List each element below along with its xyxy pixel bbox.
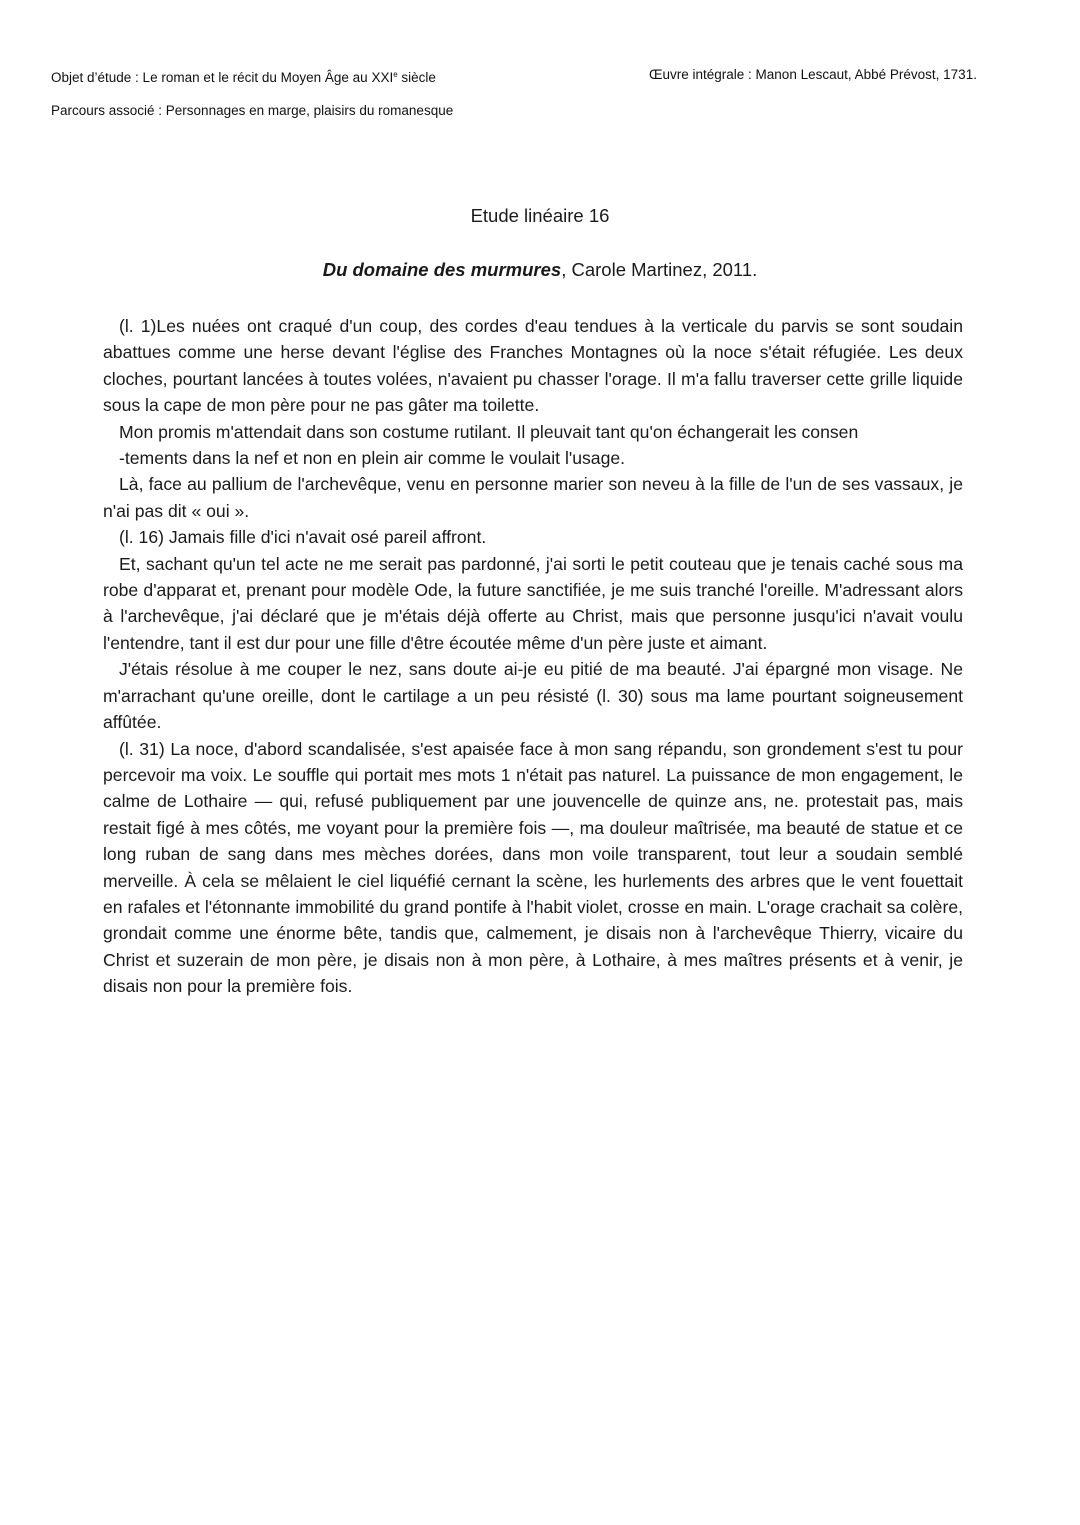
header-study-object bbox=[51, 66, 436, 87]
excerpt-paragraph-8: (l. 31) La noce, d'abord scandalisée, s'est apaisée face à mon sang répandu, son grondement s'est tu pour percevoir ma voix. Le souffle qui portait mes mots 1 n'était pas naturel. La puissance de mon engagement, le calme de Lothaire — qui, refusé publiquement par une jouvencelle de quinze ans, ne. protestait pas, mais restait figé à mes côtés, me voyant pour la première fois —, ma douleur maîtrisée, ma beauté de statue et ce long ruban de sang dans mes mèches dorées, dans mon voile transparent, tout leur a soudain semblé merveille. À cela se mêlaient le ciel liquéfié cernant la scène, les hurlements des arbres que le vent fouettait en rafales et l'étonnante immobilité du grand pontife à l'habit violet, crosse en main. L'orage crachait sa colère, grondait comme une énorme bête, tandis que, calmement, je disais non à l'archevêque Thierry, vicaire du Christ et suzerain de mon père, je disais non à mon père, à Lothaire, à mes maîtres présents et à venir, je disais non pour la première fois. bbox=[103, 738, 963, 997]
work-reference bbox=[0, 259, 1080, 281]
excerpt-paragraph-1: (l. 1)Les nuées ont craqué d'un coup, des cordes d'eau tendues à la verticale du parvis se sont soudain abattues comme une herse devant l'église des Franches Montagnes où la noce s'était réfugiée. Les deux cloches, pourtant lancées à toutes volées, n'avaient pu chasser l'orage. Il m'a fallu traverser cette grille liquide sous la cape de mon père pour ne pas gâter ma toilette. bbox=[103, 316, 963, 416]
excerpt-text bbox=[103, 313, 963, 1000]
work-title: Du domaine des murmures bbox=[322, 259, 562, 280]
excerpt-paragraph-5: (l. 16) Jamais fille d'ici n'avait osé pareil affront. bbox=[119, 527, 487, 548]
excerpt-paragraph-3: -tements dans la nef et non en plein air comme le voulait l'usage. bbox=[119, 448, 626, 469]
work-author-date: , Carole Martinez, 2011. bbox=[561, 259, 758, 280]
excerpt-paragraph-2: Mon promis m'attendait dans son costume rutilant. Il pleuvait tant qu'on échangerait les consen bbox=[119, 421, 859, 442]
excerpt-paragraph-4: Là, face au pallium de l'archevêque, venu en personne marier son neveu à la fille de l'un de ses vassaux, je n'ai pas dit « oui ». bbox=[103, 474, 963, 521]
header-century-superscript: e bbox=[393, 70, 398, 79]
page-title: Etude linéaire 16 bbox=[470, 205, 610, 226]
header-study-object-suffix: siècle bbox=[397, 70, 436, 85]
excerpt-paragraph-6: Et, sachant qu'un tel acte ne me serait pas pardonné, j'ai sorti le petit couteau que je tenais caché sous ma robe d'apparat et, prenant pour modèle Ode, la future sanctifiée, je me suis tranché l'oreille. M'adressant alors à l'archevêque, j'ai déclaré que je m'étais déjà offerte au Christ, mais que personne jusqu'ici n'avait voulu l'entendre, tant il est dur pour une fille d'être écoutée même d'un père juste et aimant. bbox=[103, 553, 963, 653]
excerpt-paragraph-7: J'étais résolue à me couper le nez, sans doute ai-je eu pitié de ma beauté. J'ai épargné mon visage. Ne m'arrachant qu'une oreille, dont le cartilage a un peu résisté (l. 30) sous ma lame pourtant soigneusement affûtée. bbox=[103, 659, 963, 733]
header-full-work: Œuvre intégrale : Manon Lescaut, Abbé Prévost, 1731. bbox=[649, 67, 977, 82]
header-associated-course: Parcours associé : Personnages en marge, plaisirs du romanesque bbox=[51, 103, 454, 118]
header-study-object-text: Objet d’étude : Le roman et le récit du Moyen Âge au XXI bbox=[51, 70, 394, 85]
